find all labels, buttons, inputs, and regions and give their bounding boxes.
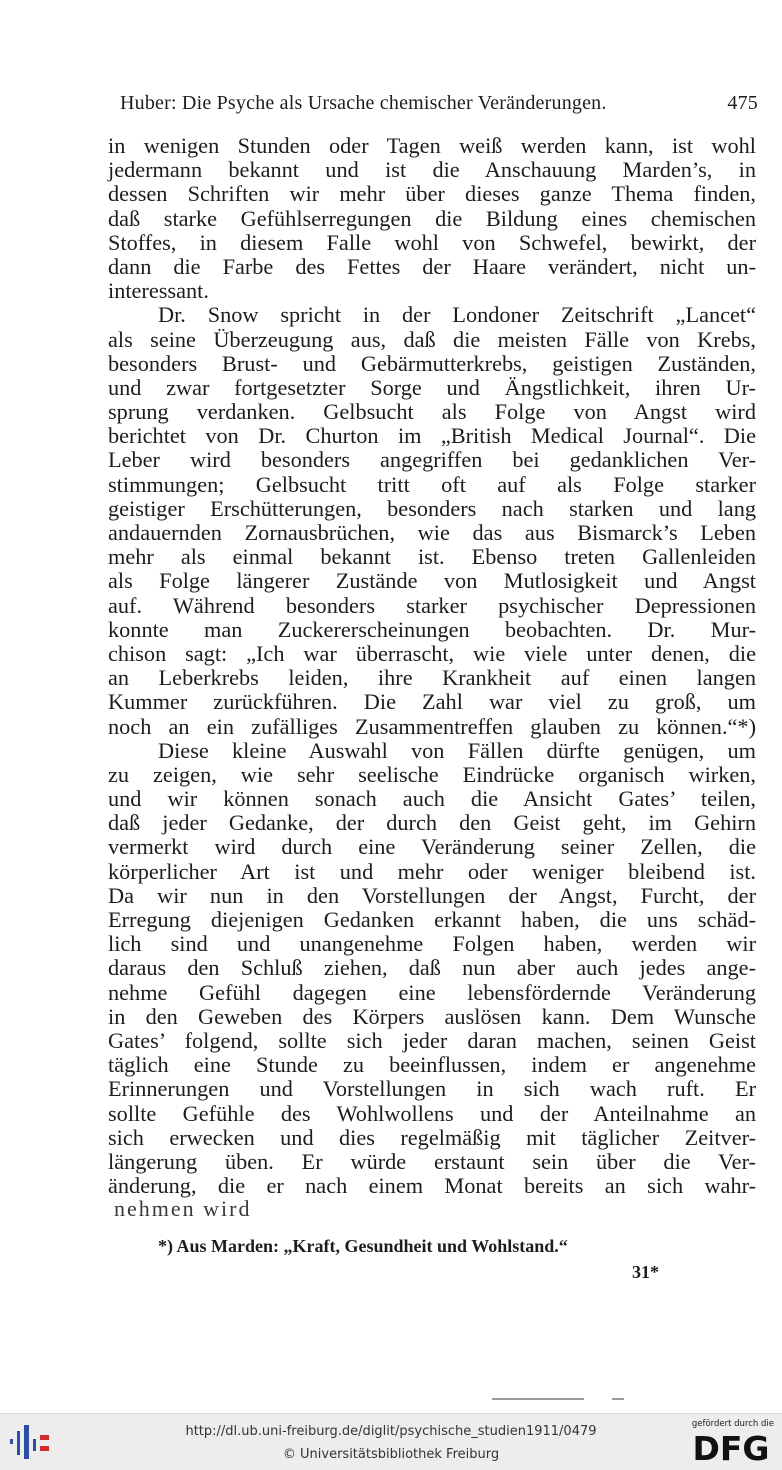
dfg-logo-icon (688, 1429, 774, 1468)
text-line: in wenigen Stunden oder Tagen weiß werden kann, ist wohl (108, 133, 756, 158)
text-line: und zwar fortgesetzter Sorge und Ängstlichkeit, ihren Ur- (108, 374, 756, 400)
text-line: Gates’ folgend, sollte sich jeder daran machen, seinen Geist (108, 1027, 756, 1053)
text-line: sollte Gefühle des Wohlwollens und der Anteilnahme an (108, 1100, 756, 1126)
text-line: noch an ein zufälliges Zusammentreffen glauben zu können.“*) (108, 713, 756, 739)
paragraph-start-line: Dr. Snow spricht in der Londoner Zeitschrift „Lancet“ (158, 302, 756, 328)
text-line: andauernden Zornausbrüchen, wie das aus Bismarck’s Leben (108, 520, 756, 545)
signature-mark: 31* (632, 1262, 659, 1282)
text-line: Erregung diejenigen Gedanken erkannt haben, die uns schäd- (108, 907, 756, 932)
page-header (120, 92, 760, 116)
scan-mark (612, 1398, 624, 1400)
text-line: Da wir nun in den Vorstellungen der Angst, Furcht, der (108, 882, 756, 908)
text-line: Erinnerungen und Vorstellungen in sich wach ruft. Er (108, 1076, 756, 1102)
text-line: mehr als einmal bekannt ist. Ebenso treten Gallenleiden (108, 544, 756, 570)
running-title: Huber: Die Psyche als Ursache chemischer Veränderungen. (120, 92, 607, 114)
copyright-text: © Universitätsbibliothek Freiburg (282, 1447, 500, 1462)
text-line: und wir können sonach auch die Ansicht Gates’ teilen, (108, 786, 756, 812)
text-line: besonders Brust- und Gebärmutterkrebs, geistigen Zuständen, (108, 350, 756, 376)
text-line: täglich eine Stunde zu beeinflussen, indem er angenehme (108, 1052, 756, 1078)
text-line: stimmungen; Gelbsucht tritt oft auf als Folge starker (108, 471, 756, 497)
text-line: als Folge längerer Zustände von Mutlosigkeit und Angst (108, 568, 756, 594)
text-line: sich erwecken und dies regelmäßig mit täglicher Zeitver- (108, 1124, 756, 1150)
text-line: Kummer zurückführen. Die Zahl war viel zu groß, um (108, 689, 756, 715)
footnote: *) Aus Marden: „Kraft, Gesundheit und Wohlstand.“ (158, 1236, 568, 1256)
text-line: daß starke Gefühlserregungen die Bildung eines chemischen (108, 205, 756, 231)
text-line: daraus den Schluß ziehen, daß nun aber auch jedes ange- (108, 955, 756, 981)
text-line: geistiger Erschütterungen, besonders nach starken und lang (108, 495, 756, 521)
text-line: körperlicher Art ist und mehr oder weniger bleibend ist. (108, 858, 756, 884)
text-line: jedermann bekannt und ist die Anschauung Marden’s, in (108, 157, 756, 183)
paragraph-start-line: Diese kleine Auswahl von Fällen dürfte genügen, um (158, 737, 756, 763)
document-url-link[interactable]: http://dl.ub.uni-freiburg.de/diglit/psychische_studien1911/0479 (185, 1424, 597, 1439)
dfg-label: gefördert durch die (691, 1419, 774, 1429)
text-line: Leber wird besonders angegriffen bei gedanklichen Ver- (108, 447, 756, 473)
body-text (108, 133, 756, 1222)
text-line: auf. Während besonders starker psychischer Depressionen (108, 592, 756, 618)
svg-text:DFG: DFG (692, 1429, 770, 1468)
text-line: konnte man Zuckererscheinungen beobachten. Dr. Mur- (108, 616, 756, 642)
cut-off-line: nehmen wird (114, 1196, 252, 1222)
text-line: zu zeigen, wie sehr seelische Eindrücke organisch wirken, (108, 761, 756, 787)
text-line: lich sind und unangenehme Folgen haben, werden wir (108, 931, 756, 957)
text-line: Stoffes, in diesem Falle wohl von Schwefel, bewirkt, der (108, 229, 756, 255)
text-line: vermerkt wird durch eine Veränderung seiner Zellen, die (108, 834, 756, 860)
text-line: längerung üben. Er würde erstaunt sein über die Ver- (108, 1148, 756, 1174)
text-line: sprung verdanken. Gelbsucht als Folge von Angst wird (108, 399, 756, 425)
page-number: 475 (727, 92, 758, 114)
text-line: änderung, die er nach einem Monat bereits an sich wahr- (108, 1173, 756, 1199)
text-line: nehme Gefühl dagegen eine lebensfördernde Veränderung (108, 979, 756, 1005)
text-line: berichtet von Dr. Churton im „British Medical Journal“. Die (108, 423, 756, 449)
text-line: dessen Schriften wir mehr über dieses ganze Thema finden, (108, 181, 756, 207)
text-line: in den Geweben des Körpers auslösen kann. Dem Wunsche (108, 1003, 756, 1029)
text-line: interessant. (108, 278, 209, 304)
viewer-footer (0, 1413, 782, 1470)
dfg-credit (684, 1419, 774, 1467)
text-line: als seine Überzeugung aus, daß die meisten Fälle von Krebs, (108, 326, 756, 352)
text-line: chison sagt: „Ich war überrascht, wie viele unter denen, die (108, 640, 756, 666)
text-line: daß jeder Gedanke, der durch den Geist geht, im Gehirn (108, 810, 756, 836)
scan-mark (492, 1398, 584, 1400)
text-line: an Leberkrebs leiden, ihre Krankheit auf einen langen (108, 665, 756, 691)
text-line: dann die Farbe des Fettes der Haare verändert, nicht un- (108, 253, 756, 279)
